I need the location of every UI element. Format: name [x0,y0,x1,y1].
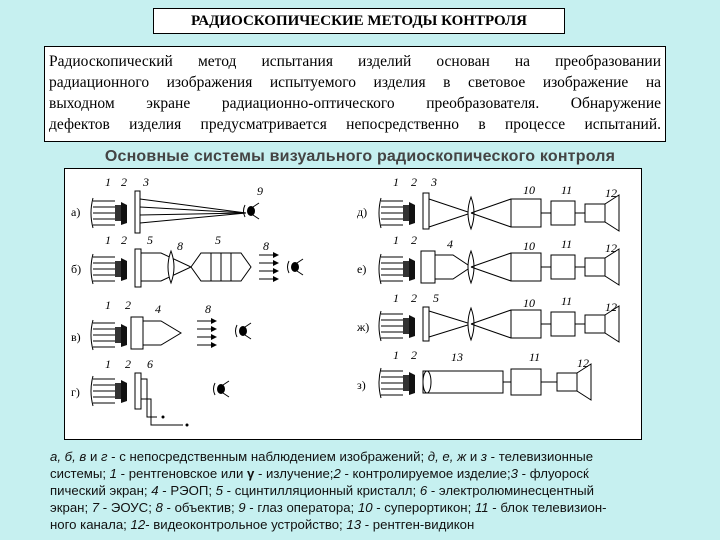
legend-term: 9 [238,500,246,515]
legend-term: 7 [91,500,100,515]
scheme-number: 2 [411,348,417,362]
scheme-g [71,357,229,427]
legend-text: и [466,449,481,464]
legend-text: и [86,449,101,464]
legend-line [50,482,660,499]
legend-text: экран; [50,500,92,515]
scheme-letter: б) [71,262,82,276]
diagram-subtitle: Основные системы визуального радиоскопического контроля [104,148,616,165]
legend-line [50,499,660,516]
scheme-number: 1 [105,357,111,371]
scheme-number: 5 [433,291,439,305]
scheme-number: 2 [125,298,131,312]
scheme-number: 2 [121,233,127,247]
page-title [153,8,565,34]
legend-text: - контролируемое изделие; [340,466,511,481]
legend-text: - видеоконтрольное устройство; [145,517,347,532]
scheme-number: 1 [105,175,111,189]
scheme-number: 2 [125,357,131,371]
scheme-number: 12 [577,356,589,370]
legend-term: 1 [109,466,117,481]
scheme-number: 13 [451,350,463,364]
legend-text: пический экран; [50,483,152,498]
scheme-number: 12 [605,300,617,314]
scheme-number: 4 [447,237,453,251]
scheme-number: 1 [105,233,111,247]
scheme-zh [356,291,619,342]
legend-term: 13 [346,517,362,532]
legend-term: г [101,449,108,464]
intro-line: радиационного изображения испытуемого изделия в световое изображение на [49,74,661,91]
scheme-number: 2 [411,291,417,305]
intro-line: дефектов изделия предусматривается непосредственно в процессе испытаний. [49,116,661,133]
legend-text: - РЭОП; [158,483,216,498]
schemes-diagram [65,169,643,441]
scheme-number: 9 [257,184,263,198]
legend-text: - телевизионные [487,449,594,464]
scheme-letter: г) [71,385,80,399]
scheme-z [357,348,591,400]
scheme-letter: е) [357,262,367,276]
legend-text: - флуоросќ [518,466,589,481]
legend-term: 6 [419,483,428,498]
scheme-d [357,175,619,231]
legend-term: д, е, ж [427,449,467,464]
scheme-number: 8 [205,302,211,316]
legend-text: - суперортикон; [372,500,475,515]
legend-text: - излучение; [254,466,334,481]
legend-term: а, б, в [50,449,87,464]
scheme-number: 8 [263,239,269,253]
diagram-panel [64,168,642,440]
scheme-number: 10 [523,239,535,253]
scheme-number: 10 [523,296,535,310]
scheme-letter: д) [357,205,368,219]
legend-text: - сцинтилляционный кристалл; [223,483,420,498]
intro-line: Радиоскопический метод испытания изделий основан на преобразовании [49,53,661,70]
scheme-number: 12 [605,241,617,255]
scheme-letter: а) [71,205,81,219]
scheme-number: 11 [561,183,573,197]
legend-term: з [480,449,487,464]
legend-text: - рентген-видикон [361,517,475,532]
legend-term: 3 [510,466,519,481]
legend-text: ного канала; [50,517,131,532]
scheme-number: 3 [431,175,437,189]
intro-line: выходном экране радиационно-оптического преобразователя. Обнаружение [49,95,661,112]
scheme-number: 11 [529,350,541,364]
scheme-b [71,233,303,287]
legend-text: - объектив; [162,500,239,515]
legend-term: γ [246,466,255,481]
legend-text: системы; [50,466,110,481]
scheme-number: 5 [147,233,153,247]
scheme-number: 11 [561,237,573,251]
scheme-number: 4 [155,302,161,316]
legend [50,448,660,533]
scheme-number: 11 [561,294,573,308]
scheme-v [71,298,251,350]
legend-term: 8 [155,500,163,515]
legend-text: - с непосредственным наблюдением изображений; [107,449,428,464]
legend-line [50,465,660,482]
legend-text: - ЭОУС; [99,500,156,515]
scheme-letter: з) [357,378,366,392]
intro-text-box [44,46,666,142]
legend-term: 4 [151,483,159,498]
scheme-letter: ж) [357,320,370,334]
legend-term: 12 [130,517,146,532]
scheme-number: 1 [393,291,399,305]
scheme-e [357,233,619,285]
scheme-number: 8 [177,239,183,253]
legend-text: - блок телевизион- [488,500,607,515]
legend-line [50,448,660,465]
scheme-number: 1 [105,298,111,312]
scheme-number: 3 [143,175,149,189]
scheme-number: 2 [411,233,417,247]
scheme-letter: в) [71,330,81,344]
scheme-number: 10 [523,183,535,197]
legend-line [50,516,660,533]
scheme-number: 1 [393,233,399,247]
scheme-number: 1 [393,175,399,189]
scheme-number: 1 [393,348,399,362]
legend-text: - электролюминесцентный [427,483,594,498]
scheme-number: 6 [147,357,153,371]
scheme-number: 5 [215,233,221,247]
scheme-a [71,175,263,233]
legend-term: 5 [215,483,224,498]
legend-text: - рентгеновское или [117,466,247,481]
scheme-number: 12 [605,186,617,200]
legend-term: 11 [474,500,489,515]
scheme-number: 2 [411,175,417,189]
scheme-number: 2 [121,175,127,189]
legend-text: - глаз оператора; [245,500,358,515]
legend-term: 2 [333,466,341,481]
legend-term: 10 [357,500,373,515]
page-title-text: РАДИОСКОПИЧЕСКИЕ МЕТОДЫ КОНТРОЛЯ [191,12,527,29]
